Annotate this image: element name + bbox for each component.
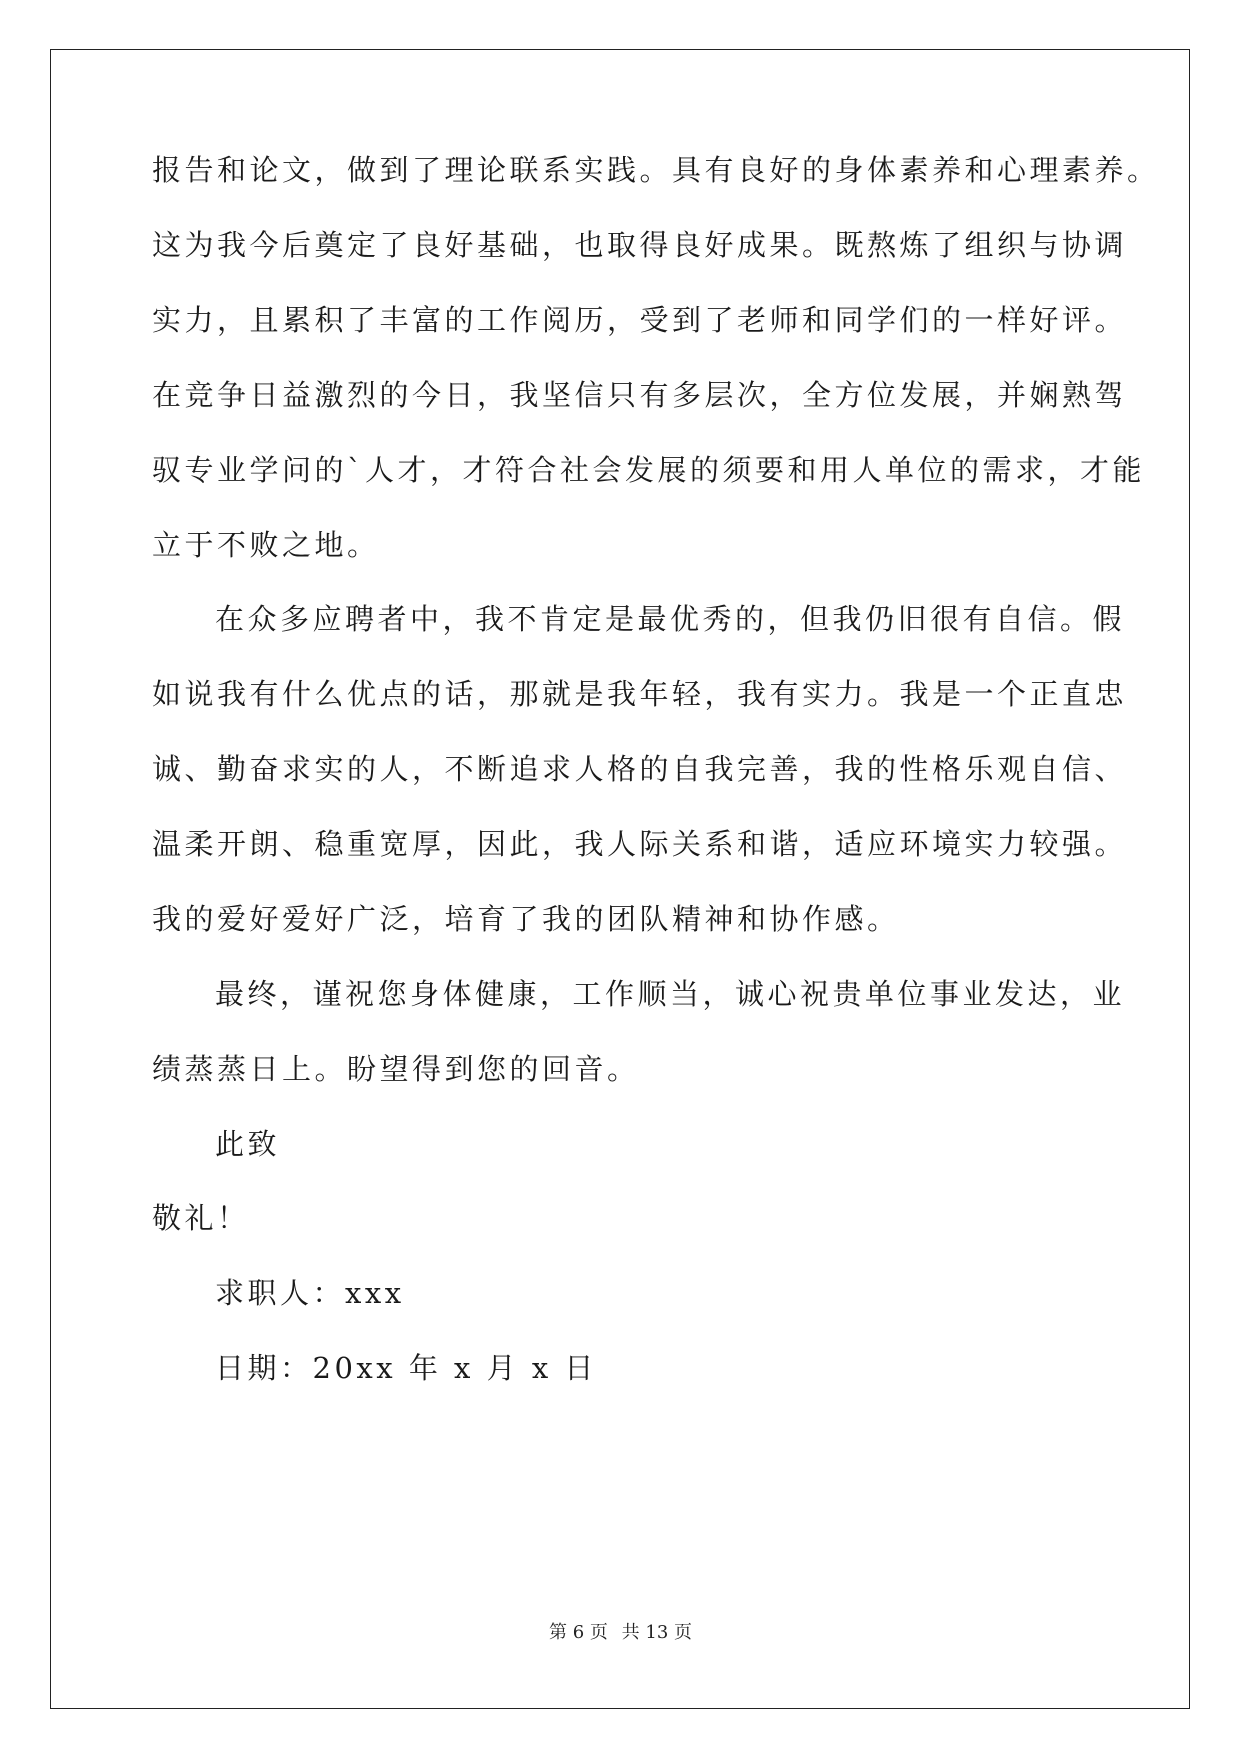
- body-line: 我的爱好爱好广泛，培育了我的团队精神和协作感。: [152, 902, 900, 936]
- body-line: 如说我有什么优点的话，那就是我年轻，我有实力。我是一个正直忠: [152, 677, 1128, 711]
- page-border: [50, 49, 1190, 1709]
- body-line: 实力，且累积了丰富的工作阅历，受到了老师和同学们的一样好评。: [152, 303, 1128, 337]
- salutation-line: 此致: [215, 1127, 281, 1161]
- body-line: 立于不败之地。: [152, 528, 380, 562]
- body-line: 报告和论文，做到了理论联系实践。具有良好的身体素养和心理素养。: [152, 153, 1160, 187]
- body-line: 在众多应聘者中，我不肯定是最优秀的，但我仍旧很有自信。假: [215, 602, 1126, 636]
- body-line: 在竞争日益激烈的今日，我坚信只有多层次，全方位发展，并娴熟驾: [152, 378, 1128, 412]
- applicant-line: 求职人：xxx: [215, 1276, 405, 1310]
- page-footer: [0, 1618, 1241, 1644]
- date-line: 日期：20xx 年 x 月 x 日: [215, 1351, 597, 1385]
- body-line: 温柔开朗、稳重宽厚，因此，我人际关系和谐，适应环境实力较强。: [152, 827, 1128, 861]
- body-line: 最终，谨祝您身体健康，工作顺当，诚心祝贵单位事业发达，业: [215, 977, 1126, 1011]
- body-line: 诚、勤奋求实的人，不断追求人格的自我完善，我的性格乐观自信、: [152, 752, 1128, 786]
- closing-line: 敬礼！: [152, 1201, 250, 1235]
- body-line: 驭专业学问的`人才，才符合社会发展的须要和用人单位的需求，才能: [152, 453, 1146, 487]
- body-line: 这为我今后奠定了良好基础，也取得良好成果。既熬炼了组织与协调: [152, 228, 1128, 262]
- body-line: 绩蒸蒸日上。盼望得到您的回音。: [152, 1052, 640, 1086]
- page-total: 共 13 页: [621, 1622, 692, 1643]
- page-number: 第 6 页: [549, 1622, 608, 1643]
